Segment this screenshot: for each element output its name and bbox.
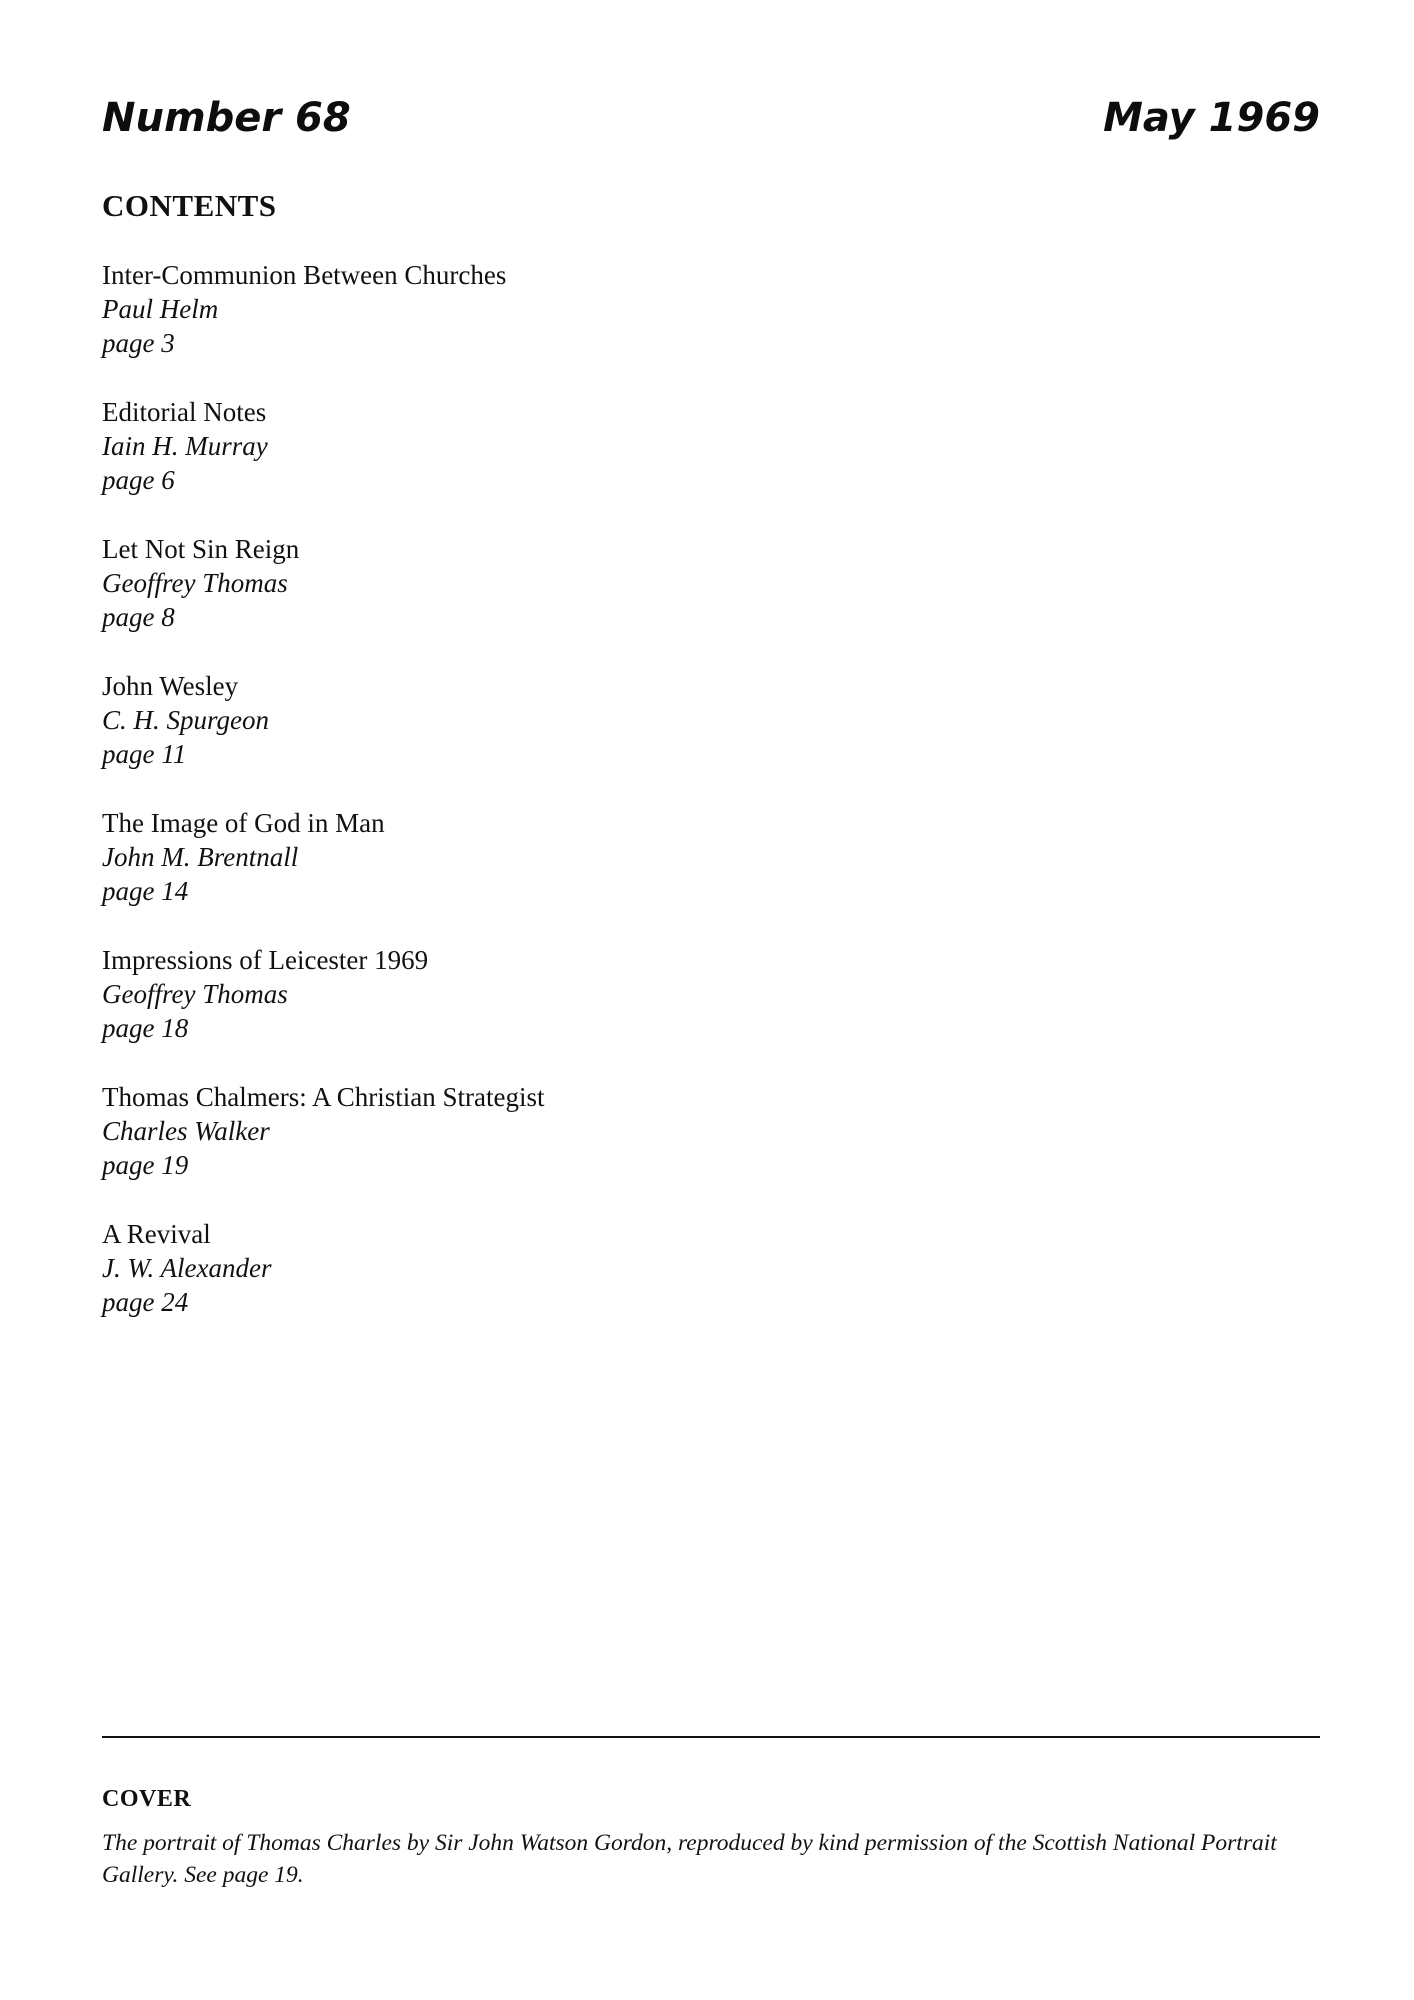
entry-page: page 19 (102, 1150, 189, 1180)
entry-page: page 24 (102, 1287, 189, 1317)
entry-title: A Revival (102, 1219, 211, 1249)
contents-entry-john-wesley (102, 669, 1102, 806)
entry-title: Impressions of Leicester 1969 (102, 945, 429, 975)
contents-entry-image-of-god (102, 806, 1102, 943)
entry-page: page 18 (102, 1013, 189, 1043)
contents-entry-inter-communion (102, 258, 1102, 395)
contents-entry-let-not-sin-reign (102, 532, 1102, 669)
entry-title: Let Not Sin Reign (102, 534, 300, 564)
entry-author: Paul Helm (102, 294, 219, 324)
entry-author: C. H. Spurgeon (102, 705, 269, 735)
issue-header (102, 90, 1320, 146)
entry-title: The Image of God in Man (102, 808, 385, 838)
issue-number: Number 68 (102, 95, 351, 141)
contents-entry-editorial-notes (102, 395, 1102, 532)
contents-entry-thomas-chalmers (102, 1080, 1102, 1217)
entry-title: John Wesley (102, 671, 239, 701)
entry-page: page 8 (102, 602, 175, 632)
entry-title: Editorial Notes (102, 397, 267, 427)
contents-list (102, 258, 1102, 1354)
entry-author: Charles Walker (102, 1116, 270, 1146)
entry-author: Geoffrey Thomas (102, 568, 288, 598)
entry-page: page 11 (102, 739, 187, 769)
entry-page: page 3 (102, 328, 175, 358)
cover-caption: The portrait of Thomas Charles by Sir John Watson Gordon, reproduced by kind permission of the Scottish National Portrait Gallery. See page 19. (102, 1830, 1277, 1888)
section-divider (102, 1736, 1320, 1738)
cover-heading: COVER (102, 1786, 192, 1812)
entry-author: John M. Brentnall (102, 842, 299, 872)
entry-page: page 14 (102, 876, 189, 906)
contents-heading: CONTENTS (102, 188, 277, 223)
entry-author: J. W. Alexander (102, 1253, 272, 1283)
issue-date: May 1969 (1103, 95, 1320, 141)
entry-page: page 6 (102, 465, 175, 495)
contents-entry-a-revival (102, 1217, 1102, 1354)
entry-author: Iain H. Murray (102, 431, 268, 461)
contents-entry-impressions-leicester (102, 943, 1102, 1080)
entry-title: Thomas Chalmers: A Christian Strategist (102, 1082, 545, 1112)
entry-author: Geoffrey Thomas (102, 979, 288, 1009)
entry-title: Inter-Communion Between Churches (102, 260, 507, 290)
